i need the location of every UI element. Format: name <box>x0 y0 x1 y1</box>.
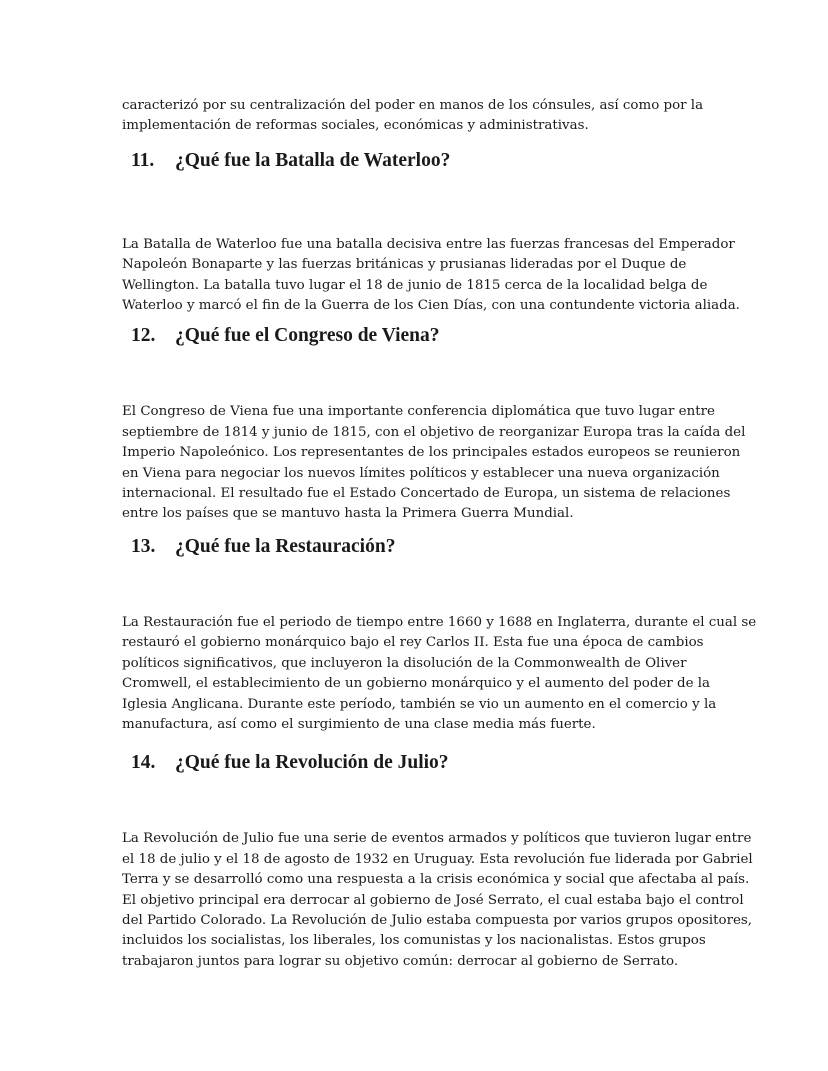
document-page <box>122 96 757 972</box>
heading-number: 11. <box>131 149 155 171</box>
text-line: Waterloo y marcó el fin de la Guerra de los Cien Días, con una contundente victoria aliada. <box>122 298 740 314</box>
text-line: El Congreso de Viena fue una importante conferencia diplomática que tuvo lugar entre <box>122 404 715 420</box>
text-line: septiembre de 1814 y junio de 1815, con el objetivo de reorganizar Europa tras la caída del <box>122 424 746 440</box>
text-line: el 18 de julio y el 18 de agosto de 1932 en Uruguay. Esta revolución fue liderada por Gabriel <box>122 851 753 867</box>
heading-battle-of-waterloo <box>122 149 722 173</box>
text-line: en Viena para negociar los nuevos límites políticos y establecer una nueva organización <box>122 465 720 481</box>
paragraph-battle-of-waterloo <box>122 235 740 317</box>
heading-congress-of-vienna <box>122 324 722 348</box>
paragraph-july-revolution <box>122 829 753 972</box>
heading-title: ¿Qué fue la Revolución de Julio? <box>175 752 449 774</box>
text-line: La Batalla de Waterloo fue una batalla decisiva entre las fuerzas francesas del Emperador <box>122 236 735 252</box>
heading-restoration <box>122 535 722 559</box>
paragraph-congress-of-vienna <box>122 402 746 524</box>
text-line: manufactura, así como el surgimiento de una clase media más fuerte. <box>122 716 596 732</box>
heading-title: ¿Qué fue la Restauración? <box>175 535 396 557</box>
text-line: La Restauración fue el periodo de tiempo entre 1660 y 1688 en Inglaterra, durante el cual se <box>122 614 757 630</box>
text-line: Cromwell, el establecimiento de un gobierno monárquico y el aumento del poder de la <box>122 676 711 692</box>
heading-title: ¿Qué fue la Batalla de Waterloo? <box>175 149 451 171</box>
paragraph-restoration <box>122 613 757 735</box>
text-line: La Revolución de Julio fue una serie de eventos armados y políticos que tuvieron lugar entre <box>122 831 752 847</box>
heading-number: 14. <box>131 752 156 774</box>
text-line: Iglesia Anglicana. Durante este período, también se vio un aumento en el comercio y la <box>122 696 717 712</box>
intro-paragraph <box>122 96 722 137</box>
heading-number: 12. <box>131 325 156 347</box>
text-line: incluidos los socialistas, los liberales, los comunistas y los nacionalistas. Estos grupos <box>122 933 706 949</box>
text-line: Imperio Napoleónico. Los representantes de los principales estados europeos se reunieron <box>122 445 741 461</box>
text-line: implementación de reformas sociales, económicas y administrativas. <box>122 118 589 134</box>
text-line: Napoleón Bonaparte y las fuerzas británicas y prusianas lideradas por el Duque de <box>122 257 687 273</box>
text-line: del Partido Colorado. La Revolución de Julio estaba compuesta por varios grupos opositores, <box>122 912 753 928</box>
text-line: Terra y se desarrolló como una respuesta a la crisis económica y social que afectaba al país. <box>122 872 750 888</box>
text-line: El objetivo principal era derrocar al gobierno de José Serrato, el cual estaba bajo el control <box>122 892 744 908</box>
text-line: caracterizó por su centralización del poder en manos de los cónsules, así como por la <box>122 98 704 113</box>
heading-number: 13. <box>131 535 156 557</box>
text-line: Wellington. La batalla tuvo lugar el 18 de junio de 1815 cerca de la localidad belga de <box>122 277 708 293</box>
text-line: internacional. El resultado fue el Estado Concertado de Europa, un sistema de relaciones <box>122 486 731 502</box>
text-line: políticos significativos, que incluyeron la disolución de la Commonwealth de Oliver <box>122 655 687 671</box>
heading-title: ¿Qué fue el Congreso de Viena? <box>175 325 440 347</box>
text-line: trabajaron juntos para lograr su objetivo común: derrocar al gobierno de Serrato. <box>122 953 679 969</box>
heading-july-revolution <box>122 751 722 775</box>
text-line: restauró el gobierno monárquico bajo el rey Carlos II. Esta fue una época de cambios <box>122 635 704 651</box>
text-line: entre los países que se mantuvo hasta la Primera Guerra Mundial. <box>122 506 574 522</box>
